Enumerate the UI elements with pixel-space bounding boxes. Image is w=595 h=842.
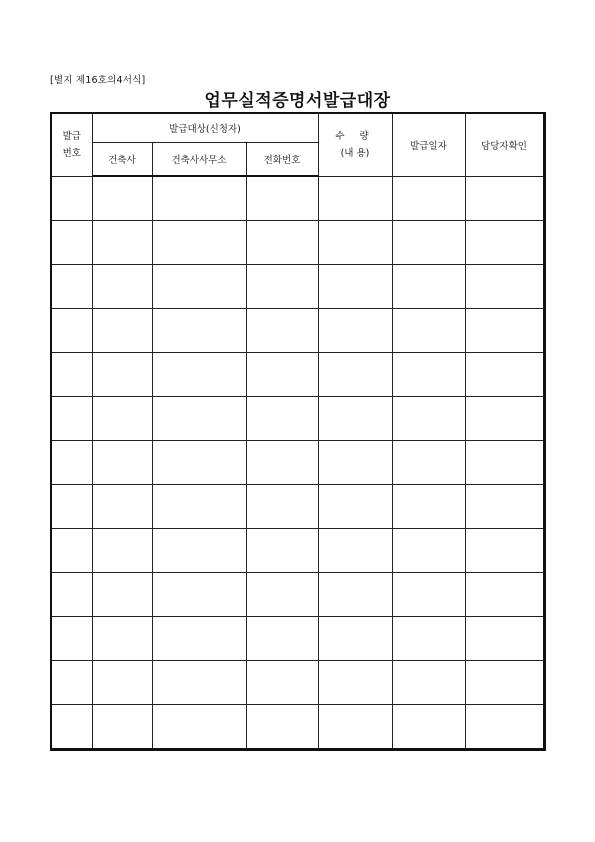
- quantity-cell: [318, 617, 392, 661]
- quantity-cell: [318, 221, 392, 265]
- table-row: [51, 221, 544, 265]
- office-cell: [152, 265, 246, 309]
- issue-number-cell: [51, 573, 92, 617]
- quantity-cell: [318, 309, 392, 353]
- office-cell: [152, 176, 246, 221]
- issue-date-cell: [392, 353, 465, 397]
- office-cell: [152, 573, 246, 617]
- phone-cell: [246, 617, 318, 661]
- architect-cell: [92, 617, 152, 661]
- phone-cell: [246, 573, 318, 617]
- issue-date-cell: [392, 397, 465, 441]
- table-row: [51, 397, 544, 441]
- quantity-cell: [318, 441, 392, 485]
- header-officer-confirmation: 담당자확인: [465, 113, 544, 176]
- issue-date-cell: [392, 441, 465, 485]
- officer-confirmation-cell: [465, 309, 544, 353]
- phone-cell: [246, 705, 318, 750]
- issue-number-cell: [51, 485, 92, 529]
- issue-number-cell: [51, 529, 92, 573]
- phone-cell: [246, 441, 318, 485]
- officer-confirmation-cell: [465, 573, 544, 617]
- quantity-cell: [318, 176, 392, 221]
- officer-confirmation-cell: [465, 705, 544, 750]
- architect-cell: [92, 176, 152, 221]
- header-architect-office: 건축사사무소: [152, 143, 246, 177]
- issue-number-cell: [51, 661, 92, 705]
- issue-number-cell: [51, 353, 92, 397]
- issue-number-cell: [51, 397, 92, 441]
- phone-cell: [246, 397, 318, 441]
- table-row: [51, 353, 544, 397]
- table-row: [51, 573, 544, 617]
- table-row: [51, 661, 544, 705]
- issue-date-cell: [392, 705, 465, 750]
- table-row: [51, 265, 544, 309]
- header-issue-target: 발급대상(신청자): [92, 113, 318, 143]
- issue-number-cell: [51, 176, 92, 221]
- issue-date-cell: [392, 221, 465, 265]
- header-quantity-line2: (내 용): [340, 147, 370, 159]
- quantity-cell: [318, 265, 392, 309]
- officer-confirmation-cell: [465, 397, 544, 441]
- form-number-label: [별지 제16호의4서식]: [50, 75, 146, 86]
- officer-confirmation-cell: [465, 529, 544, 573]
- issue-date-cell: [392, 309, 465, 353]
- header-issue-date: 발급일자: [392, 113, 465, 176]
- quantity-cell: [318, 485, 392, 529]
- table-row: [51, 617, 544, 661]
- issue-number-cell: [51, 441, 92, 485]
- architect-cell: [92, 397, 152, 441]
- issue-date-cell: [392, 573, 465, 617]
- quantity-cell: [318, 705, 392, 750]
- office-cell: [152, 617, 246, 661]
- ledger-body: [51, 176, 544, 750]
- officer-confirmation-cell: [465, 661, 544, 705]
- officer-confirmation-cell: [465, 485, 544, 529]
- officer-confirmation-cell: [465, 265, 544, 309]
- header-issue-number: [51, 113, 92, 176]
- architect-cell: [92, 353, 152, 397]
- issue-number-cell: [51, 265, 92, 309]
- table-row: [51, 176, 544, 221]
- quantity-cell: [318, 661, 392, 705]
- issuance-ledger-table: [50, 112, 546, 751]
- office-cell: [152, 485, 246, 529]
- issue-date-cell: [392, 617, 465, 661]
- document-title: 업무실적증명서발급대장: [204, 91, 391, 111]
- table-row: [51, 529, 544, 573]
- quantity-cell: [318, 397, 392, 441]
- table-row: [51, 309, 544, 353]
- issue-date-cell: [392, 529, 465, 573]
- issue-date-cell: [392, 265, 465, 309]
- officer-confirmation-cell: [465, 221, 544, 265]
- issue-date-cell: [392, 661, 465, 705]
- architect-cell: [92, 485, 152, 529]
- architect-cell: [92, 221, 152, 265]
- header-phone-number: 전화번호: [246, 143, 318, 177]
- office-cell: [152, 529, 246, 573]
- architect-cell: [92, 309, 152, 353]
- officer-confirmation-cell: [465, 617, 544, 661]
- phone-cell: [246, 221, 318, 265]
- issue-date-cell: [392, 485, 465, 529]
- officer-confirmation-cell: [465, 353, 544, 397]
- quantity-cell: [318, 573, 392, 617]
- phone-cell: [246, 265, 318, 309]
- issue-number-cell: [51, 705, 92, 750]
- office-cell: [152, 353, 246, 397]
- phone-cell: [246, 485, 318, 529]
- issue-number-cell: [51, 617, 92, 661]
- table-row: [51, 705, 544, 750]
- header-issue-number-line1: 발급: [62, 130, 81, 142]
- office-cell: [152, 661, 246, 705]
- architect-cell: [92, 265, 152, 309]
- architect-cell: [92, 441, 152, 485]
- phone-cell: [246, 176, 318, 221]
- phone-cell: [246, 309, 318, 353]
- header-quantity: [318, 113, 392, 176]
- table-row: [51, 485, 544, 529]
- office-cell: [152, 221, 246, 265]
- architect-cell: [92, 529, 152, 573]
- office-cell: [152, 441, 246, 485]
- office-cell: [152, 397, 246, 441]
- office-cell: [152, 309, 246, 353]
- officer-confirmation-cell: [465, 441, 544, 485]
- phone-cell: [246, 529, 318, 573]
- quantity-cell: [318, 529, 392, 573]
- office-cell: [152, 705, 246, 750]
- phone-cell: [246, 661, 318, 705]
- header-issue-number-line2: 번호: [62, 147, 81, 159]
- architect-cell: [92, 661, 152, 705]
- phone-cell: [246, 353, 318, 397]
- officer-confirmation-cell: [465, 176, 544, 221]
- header-architect: 건축사: [92, 143, 152, 177]
- quantity-cell: [318, 353, 392, 397]
- issue-number-cell: [51, 221, 92, 265]
- issue-date-cell: [392, 176, 465, 221]
- architect-cell: [92, 705, 152, 750]
- issue-number-cell: [51, 309, 92, 353]
- table-row: [51, 441, 544, 485]
- architect-cell: [92, 573, 152, 617]
- header-quantity-line1: 수 량: [335, 130, 375, 142]
